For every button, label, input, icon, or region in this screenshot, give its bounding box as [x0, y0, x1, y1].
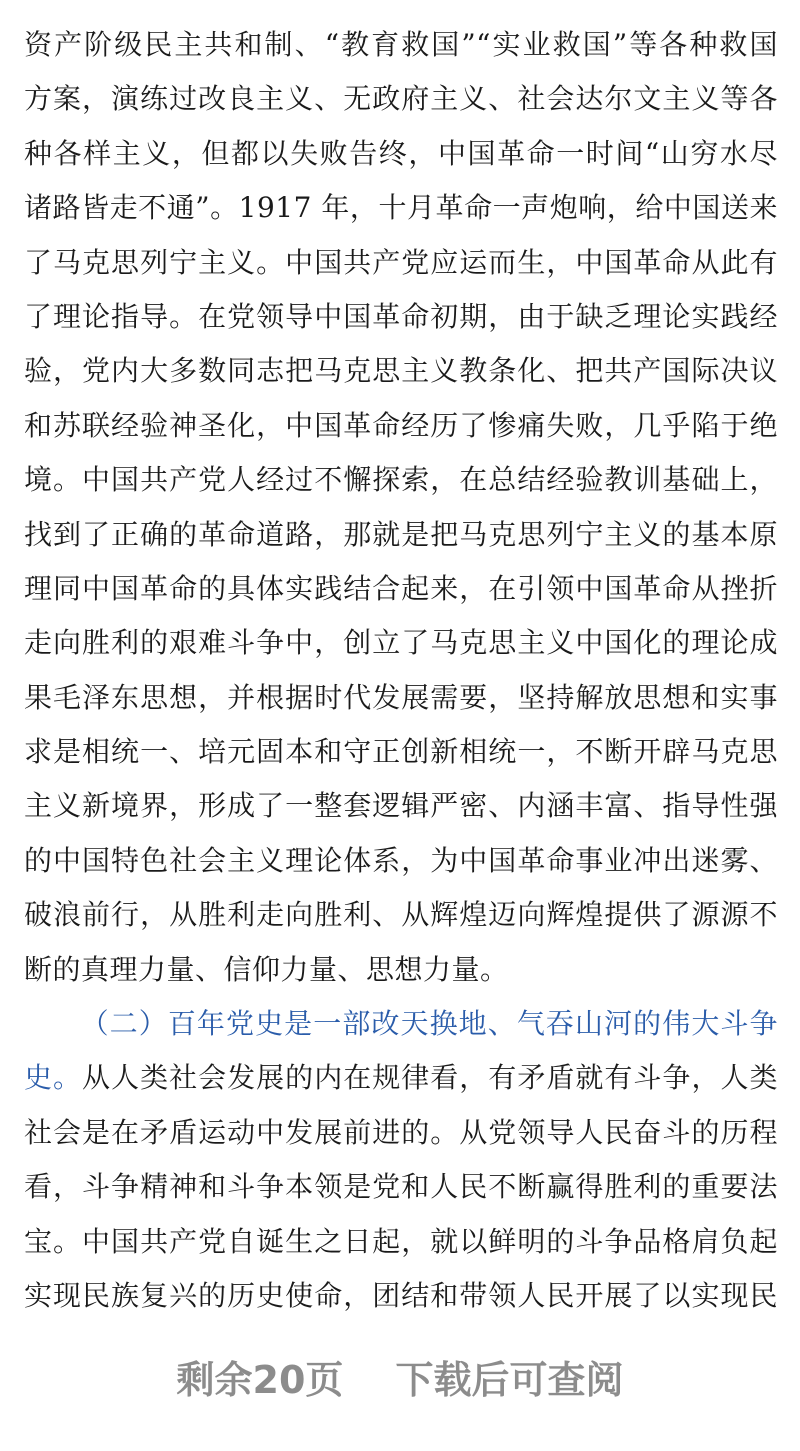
text-line: 找到了正确的革命道路，那就是把马克思列宁主义的基本原	[24, 517, 778, 551]
text-line: 宝。中国共产党自诞生之日起，就以鲜明的斗争品格肩负起	[24, 1224, 778, 1258]
text-line: 的中国特色社会主义理论体系，为中国革命事业冲出迷雾、	[24, 843, 778, 877]
section-heading-end: 史。	[24, 1061, 83, 1095]
text-line: 走向胜利的艰难斗争中，创立了马克思主义中国化的理论成	[24, 626, 778, 660]
document-body	[24, 18, 778, 1323]
text-line: 诸路皆走不通”。1917 年，十月革命一声炮响，给中国送来	[24, 191, 778, 225]
section-heading-line	[24, 997, 778, 1051]
remaining-pages-label: 剩余20页	[176, 1358, 344, 1402]
text-line: 破浪前行，从胜利走向胜利、从辉煌迈向辉煌提供了源源不	[24, 898, 778, 932]
text-line: 断的真理力量、信仰力量、思想力量。	[24, 952, 509, 986]
section-heading: （二）百年党史是一部改天换地、气吞山河的伟大斗争	[80, 1007, 778, 1041]
text-line: 社会是在矛盾运动中发展前进的。从党领导人民奋斗的历程	[24, 1115, 778, 1149]
text-line: 实现民族复兴的历史使命，团结和带领人民开展了以实现民	[24, 1278, 778, 1312]
text-line: 理同中国革命的具体实践结合起来，在引领中国革命从挫折	[24, 571, 778, 605]
text-line: 验，党内大多数同志把马克思主义教条化、把共产国际决议	[24, 354, 778, 388]
heading-continuation-line	[24, 1051, 778, 1105]
preview-limit-banner	[0, 1350, 800, 1410]
text-line: 了理论指导。在党领导中国革命初期，由于缺乏理论实践经	[24, 299, 778, 333]
text-line: 了马克思列宁主义。中国共产党应运而生，中国革命从此有	[24, 245, 778, 279]
text-line: 资产阶级民主共和制、“教育救国”“实业救国”等各种救国	[24, 28, 778, 61]
text-line: 种各样主义，但都以失败告终，中国革命一时间“山穷水尽	[24, 136, 778, 170]
text-line: 主义新境界，形成了一整套逻辑严密、内涵丰富、指导性强	[24, 789, 778, 823]
text-line: 果毛泽东思想，并根据时代发展需要，坚持解放思想和实事	[24, 680, 778, 714]
text-line: 求是相统一、培元固本和守正创新相统一，不断开辟马克思	[24, 735, 778, 769]
text-line: 方案，演练过改良主义、无政府主义、社会达尔文主义等各	[24, 82, 778, 116]
download-prompt-label: 下载后可查阅	[395, 1358, 624, 1402]
text-line: 看，斗争精神和斗争本领是党和人民不断赢得胜利的重要法	[24, 1170, 778, 1204]
paragraph-text: 从人类社会发展的内在规律看，有矛盾就有斗争，人类	[82, 1061, 778, 1095]
text-line: 和苏联经验神圣化，中国革命经历了惨痛失败，几乎陷于绝	[24, 408, 778, 442]
text-line: 境。中国共产党人经过不懈探索，在总结经验教训基础上，	[24, 463, 778, 497]
